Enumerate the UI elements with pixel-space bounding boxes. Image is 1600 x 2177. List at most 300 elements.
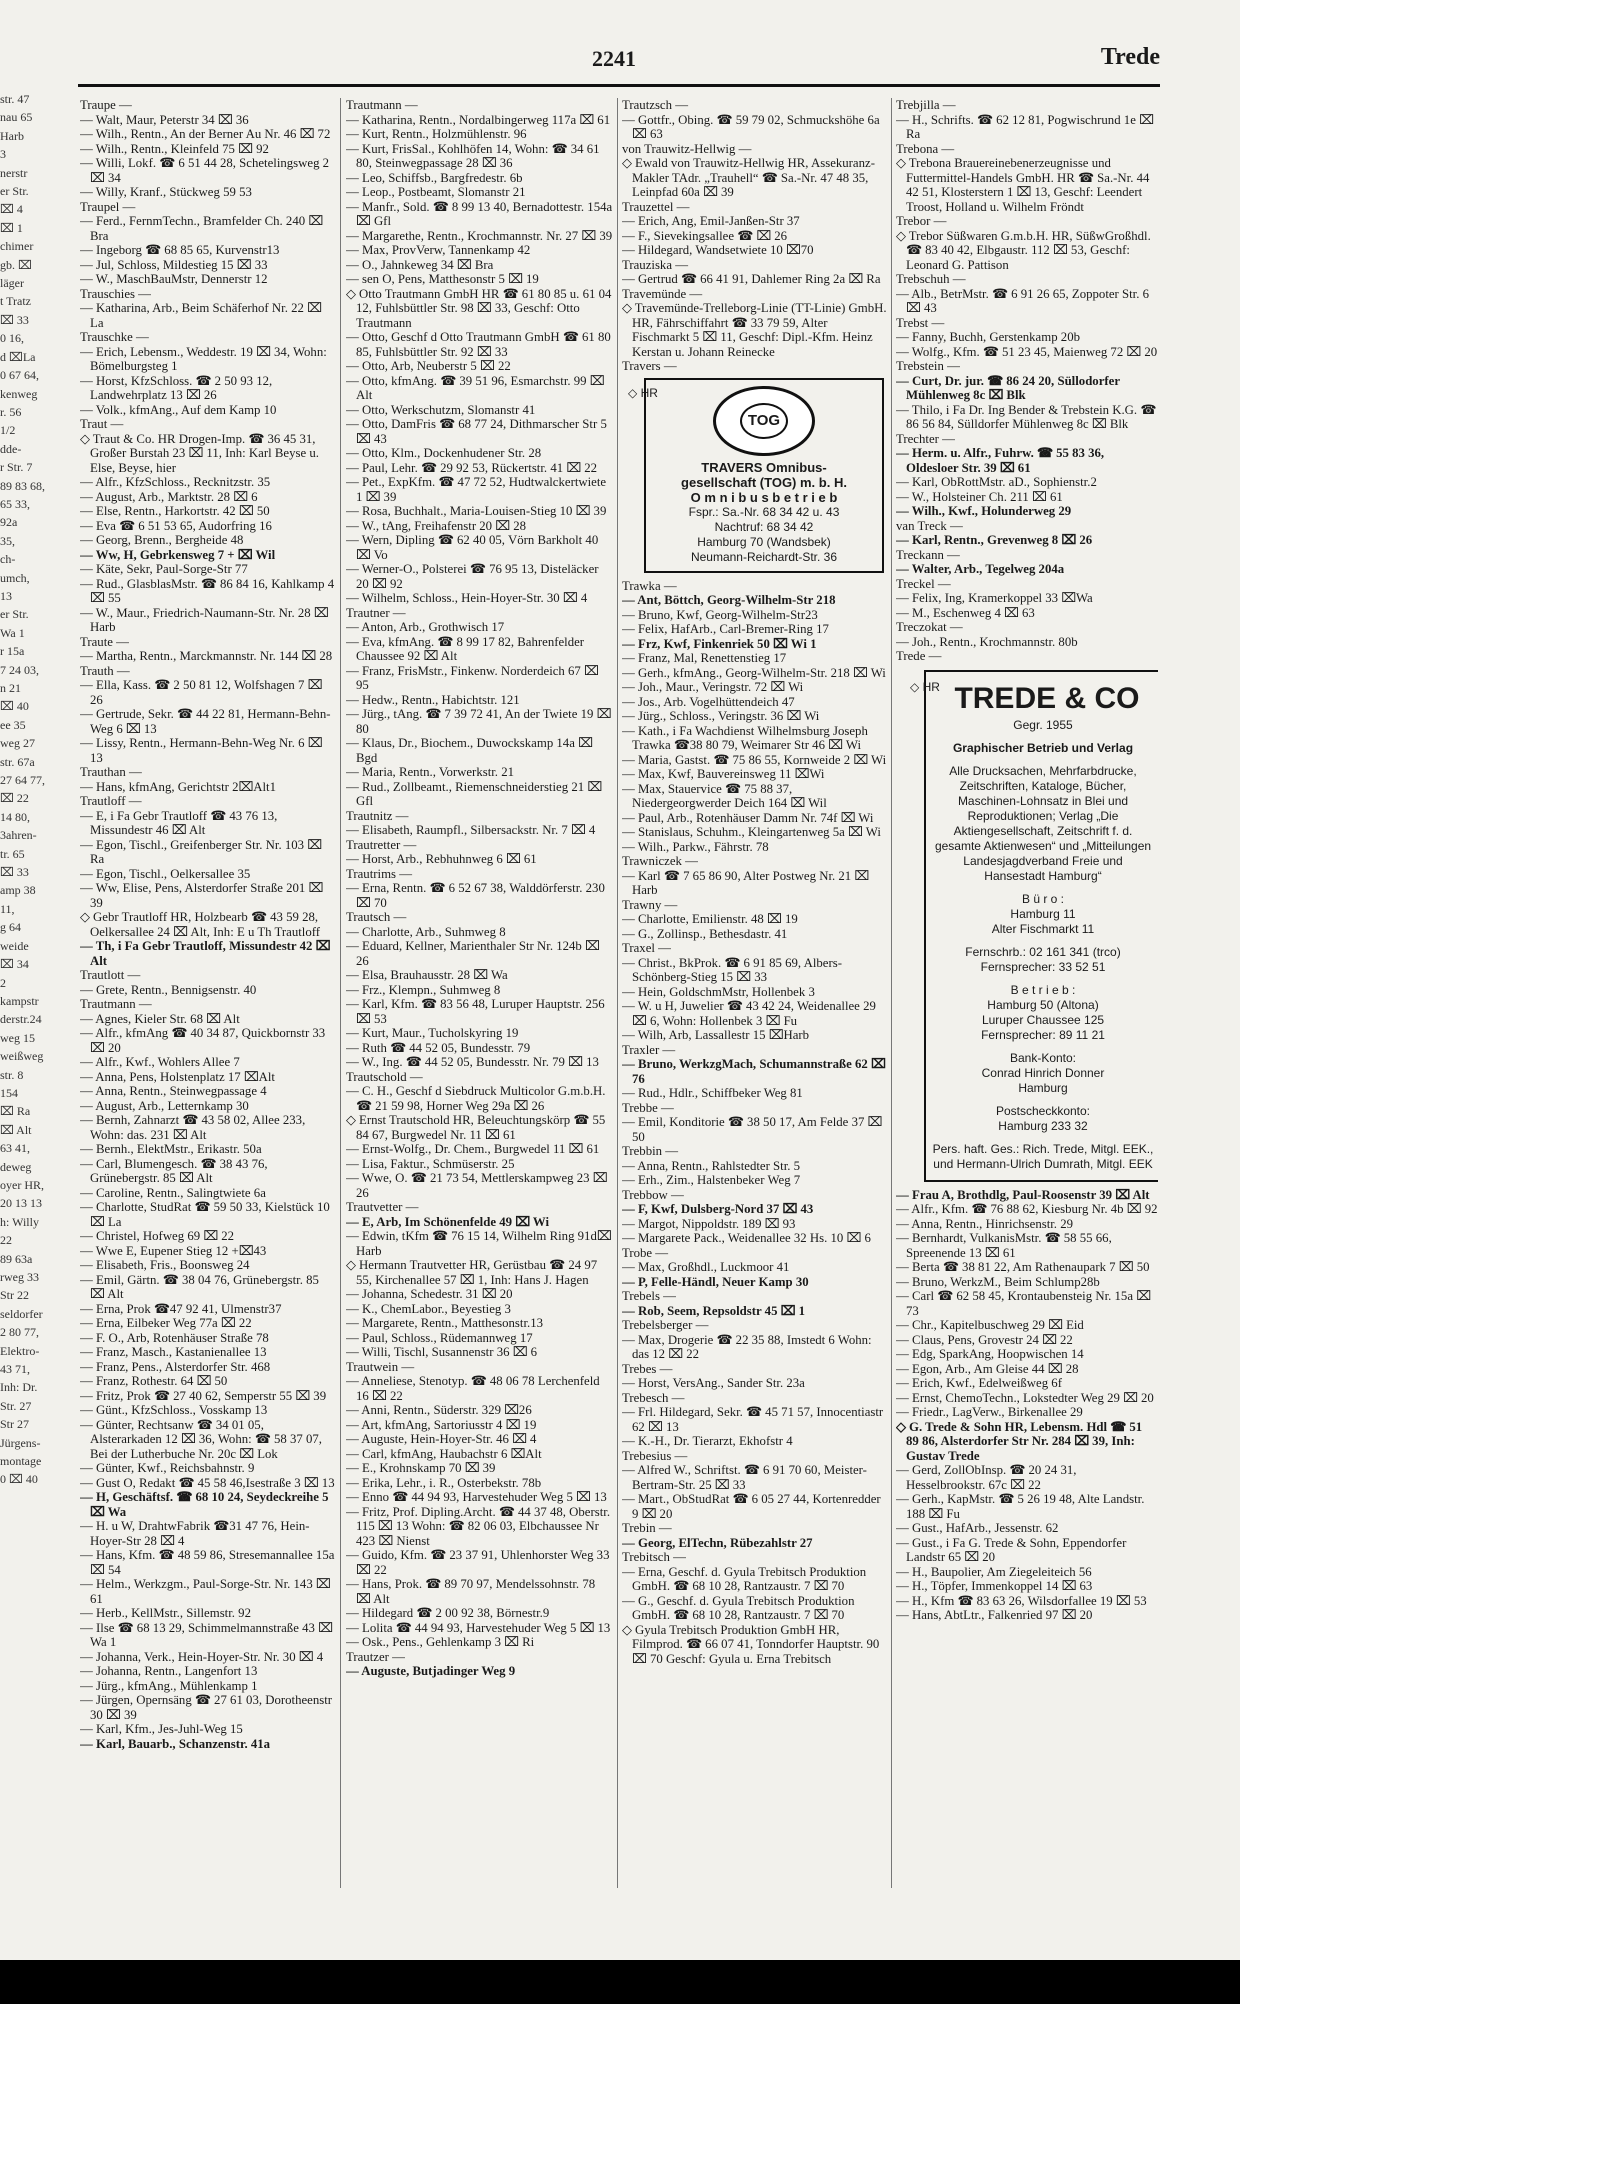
surname-heading: Treczokat — — [896, 620, 963, 634]
directory-entry: — F., Sievekingsallee ☎ ⌧ 26 — [622, 228, 788, 243]
directory-entry: — E, i Fa Gebr Trautloff ☎ 43 76 13, Missundestr 46 ⌧ Alt — [80, 808, 278, 837]
directory-entry: — Alfr., Kfm. ☎ 76 88 62, Kiesburg Nr. 4b ⌧ 92 — [896, 1202, 1158, 1216]
hr-marker: ◇ HR — [910, 679, 940, 694]
directory-entry: ◇ Gyula Trebitsch Produktion GmbH HR, Filmprod. ☎ 66 07 41, Tonndorfer Hauptstr. 90 ⌧ 70 Geschf: Gyula u. Erna Trebitsch — [622, 1622, 880, 1666]
directory-entry: — Rosa, Buchhalt., Maria-Louisen-Stieg 10 ⌧ 39 — [346, 504, 607, 518]
directory-entry: — Otto, Geschf d Otto Trautmann GmbH ☎ 61 80 85, Fuhlsbüttler Str. 92 ⌧ 33 — [346, 330, 611, 359]
edge-fragment: 0 ⌧ 40 — [0, 1472, 38, 1487]
surname-heading: Trautmann — — [346, 98, 418, 112]
bank-title: Bank-Konto: — [1009, 1050, 1077, 1065]
edge-fragment: 22 — [0, 1233, 12, 1248]
directory-entry: — Gertrude, Sekr. ☎ 44 22 81, Hermann-Behn-Weg 6 ⌧ 13 — [80, 707, 331, 736]
surname-heading: Traupe — — [80, 98, 132, 112]
directory-entry: ◇ Otto Trautmann GmbH HR ☎ 61 80 85 u. 61 04 12, Fuhlsbüttler Str. 98 ⌧ 33, Geschf: Otto Trautmann — [346, 286, 612, 330]
directory-entry: — Maria, Rentn., Vorwerkstr. 21 — [346, 765, 515, 779]
ad-line: Neumann-Reichardt-Str. 36 — [690, 549, 838, 564]
directory-entry: — Ilse ☎ 68 13 29, Schimmelmannstraße 43 ⌧ Wa 1 — [80, 1620, 333, 1649]
surname-heading: von Trauwitz-Hellwig — — [622, 141, 752, 156]
surname-heading: Trobe — — [622, 1245, 669, 1260]
directory-entry: — Anna, Pens, Holstenplatz 17 ⌧Alt — [80, 1069, 275, 1084]
directory-entry: — Paul, Schloss., Rüdemannweg 17 — [346, 1330, 533, 1345]
directory-entry: — Wwe E, Eupener Stieg 12 +⌧43 — [80, 1243, 267, 1258]
directory-entry: — Jürg., kfmAng., Mühlenkamp 1 — [80, 1678, 258, 1693]
directory-entry: — Agnes, Kieler Str. 68 ⌧ Alt — [80, 1011, 240, 1026]
directory-entry: — Walt, Maur, Peterstr 34 ⌧ 36 — [80, 112, 249, 127]
edge-fragment: ⌧ 33 — [0, 865, 29, 880]
edge-fragment: läger — [0, 276, 24, 291]
directory-entry: — H., Töpfer, Immenkoppel 14 ⌧ 63 — [896, 1579, 1093, 1593]
edge-fragment: 3 — [0, 147, 6, 162]
directory-entry: — Edg, SparkAng, Hoopwischen 14 — [896, 1347, 1084, 1361]
edge-fragment: weg 15 — [0, 1030, 35, 1045]
surname-heading: Trautrims — — [346, 866, 413, 881]
edge-fragment: 2 — [0, 975, 6, 990]
postal-title: Postscheckkonto: — [995, 1103, 1091, 1118]
edge-fragment: ⌧ 4 — [0, 202, 23, 217]
bank-line: Hamburg — [1018, 1080, 1068, 1095]
directory-entry: — Martha, Rentn., Marckmannstr. Nr. 144 ⌧ 28 — [80, 649, 333, 663]
directory-entry: — Th, i Fa Gebr Trautloff, Missundestr 42 ⌧ Alt — [80, 939, 331, 968]
directory-entry: — Joh., Maur., Veringstr. 72 ⌧ Wi — [622, 680, 804, 694]
directory-entry: — Otto, Werkschutzm, Slomanstr 41 — [346, 402, 536, 417]
directory-entry: — Hans, Prok. ☎ 89 70 97, Mendelssohnstr. 78 ⌧ Alt — [346, 1577, 596, 1606]
directory-entry: — Wilh, Arb, Lassallestr 15 ⌧Harb — [622, 1028, 810, 1042]
surname-heading: Trautlott — — [80, 968, 141, 982]
directory-entry: — Lolita ☎ 44 94 93, Harvestehuder Weg 5 ⌧ 13 — [346, 1620, 611, 1635]
directory-entry: — Gust., HafArb., Jessenstr. 62 — [896, 1521, 1059, 1535]
surname-heading: Trebst — — [896, 315, 945, 330]
edge-fragment: str. 8 — [0, 1067, 24, 1082]
directory-entry: — Margarete Pack., Weidenallee 32 Hs. 10 ⌧ 6 — [622, 1231, 871, 1245]
directory-entry: — Fritz, Prof. Dipling.Archt. ☎ 44 37 48, Oberstr. 115 ⌧ 13 Wohn: ☎ 82 06 03, Elbchaussee Nr 423 ⌧ Nienst — [346, 1504, 611, 1548]
surname-heading: Trebstein — — [896, 359, 960, 373]
directory-entry: — Wern, Dipling ☎ 62 40 05, Vörn Barkholt 40 ⌧ Vo — [346, 533, 599, 562]
partners: Pers. haft. Ges.: Rich. Trede, Mitgl. EEK., und Hermann-Ulrich Dumrath, Mitgl. EEK — [932, 1141, 1154, 1171]
edge-fragment: dde- — [0, 441, 22, 456]
directory-entry: — G., Geschf. d. Gyula Trebitsch Produktion GmbH. ☎ 68 10 28, Rantzaustr. 7 ⌧ 70 — [622, 1593, 855, 1622]
surname-heading: Trawka — — [622, 578, 677, 593]
directory-entry: — Pet., ExpKfm. ☎ 47 72 52, Hudtwalckertwiete 1 ⌧ 39 — [346, 475, 607, 504]
directory-entry: — Max, Kwf, Bauvereinsweg 11 ⌧Wi — [622, 767, 825, 781]
directory-entry: — Bernh, Zahnarzt ☎ 43 58 02, Allee 233, Wohn: das. 231 ⌧ Alt — [80, 1113, 306, 1142]
surname-heading: Trebjilla — — [896, 98, 956, 112]
directory-entry: — Gottfr., Obing. ☎ 59 79 02, Schmuckshöhe 6a ⌧ 63 — [622, 112, 880, 141]
directory-entry: — Wilh., Rentn., Kleinfeld 75 ⌧ 92 — [80, 141, 269, 156]
directory-entry: — Johanna, Verk., Hein-Hoyer-Str. Nr. 30 ⌧ 4 — [80, 1649, 324, 1664]
directory-entry: — E., Krohnskamp 70 ⌧ 39 — [346, 1461, 496, 1475]
edge-fragment: 14 80, — [0, 809, 30, 824]
edge-fragment: amp 38 — [0, 883, 36, 898]
directory-entry: — W. u H, Juwelier ☎ 43 42 24, Weidenallee 29 ⌧ 6, Wohn: Hollenbek 3 ⌧ Fu — [622, 999, 876, 1028]
edge-fragment: 27 64 77, — [0, 773, 45, 788]
directory-entry: — Volk., kfmAng., Auf dem Kamp 10 — [80, 402, 277, 417]
edge-fragment: kenweg — [0, 386, 38, 401]
directory-entry: — M., Eschenweg 4 ⌧ 63 — [896, 605, 1035, 620]
description: Alle Drucksachen, Mehrfarbdrucke, Zeitschriften, Kataloge, Bücher, Maschinen-Lohnsatz in Blei und Reproduktionen; Verlag „Die Aktiengesellschaft, Zeitschrift f. d. gesamte Aktienwesen“ und „Mitteilungen Landesjagdverband Freie und Hansestadt Hamburg“ — [934, 763, 1152, 883]
directory-entry: — Anni, Rentn., Süderstr. 329 ⌧26 — [346, 1403, 532, 1417]
directory-entry: — Johanna, Rentn., Langenfort 13 — [80, 1664, 258, 1678]
surname-heading: Trauziska — — [622, 257, 688, 272]
directory-entry: — Herm. u. Alfr., Fuhrw. ☎ 55 83 36, Oldesloer Str. 39 ⌧ 61 — [896, 446, 1105, 475]
directory-entry: — Hans, Kfm. ☎ 48 59 86, Stresemannallee 15a ⌧ 54 — [80, 1548, 335, 1577]
bank-line: Conrad Hinrich Donner — [981, 1065, 1105, 1080]
directory-entry: — Margarethe, Rentn., Krochmannstr. Nr. 27 ⌧ 39 — [346, 228, 613, 243]
edge-fragment: r Str. 7 — [0, 460, 33, 475]
directory-entry: — Otto, Arb, Neuberstr 5 ⌧ 22 — [346, 359, 511, 373]
directory-entry: — Karl, Kfm., Jes-Juhl-Weg 15 — [80, 1722, 243, 1736]
directory-entry: — Wolfg., Kfm. ☎ 51 23 45, Maienweg 72 ⌧ 20 — [896, 344, 1158, 359]
directory-entry: — Gust., i Fa G. Trede & Sohn, Eppendorfer Landstr 65 ⌧ 20 — [896, 1535, 1127, 1564]
directory-entry: ◇ Trebona Brauereinebenerzeugnisse und Futtermittel-Handels GmbH. HR ☎ Sa.-Nr. 44 42 51, Klosterstern 1 ⌧ 13, Geschf: Leendert Troost, Holland u. Wilhelm Fröndt — [896, 156, 1150, 214]
surname-heading: Traxel — — [622, 941, 671, 955]
directory-entry: — Carl, Blumengesch. ☎ 38 43 76, Grünebergstr. 85 ⌧ Alt — [80, 1156, 268, 1185]
directory-entry: — Alfr., kfmAng ☎ 40 34 87, Quickbornstr 33 ⌧ 20 — [80, 1026, 326, 1055]
directory-entry: — Bruno, WerkzgMach, Schumannstraße 62 ⌧ 76 — [622, 1057, 886, 1086]
directory-entry: — H., Baupolier, Am Ziegeleiteich 56 — [896, 1564, 1092, 1579]
edge-fragment: montage — [0, 1454, 42, 1469]
directory-entry: — Paul, Arb., Rotenhäuser Damm Nr. 74f ⌧ Wi — [622, 810, 874, 825]
directory-entry: — Erich, Lebensm., Weddestr. 19 ⌧ 34, Wohn: Bömelburgsteg 1 — [80, 344, 327, 373]
directory-entry: — Walter, Arb., Tegelweg 204a — [896, 562, 1065, 576]
phone: Fernsprecher: 33 52 51 — [980, 959, 1106, 974]
directory-entry: — Hein, GoldschmMstr, Hollenbek 3 — [622, 984, 815, 999]
directory-entry: — Egon, Arb., Am Gleise 44 ⌧ 28 — [896, 1361, 1079, 1376]
edge-fragment: ⌧ 33 — [0, 312, 29, 327]
edge-fragment: ⌧ Alt — [0, 1122, 32, 1137]
directory-entry: — Ernst, ChemoTechn., Lokstedter Weg 29 ⌧ 20 — [896, 1390, 1154, 1405]
edge-fragment: er Str. — [0, 184, 29, 199]
edge-fragment: 7 24 03, — [0, 662, 39, 677]
directory-entry: — Lissy, Rentn., Hermann-Behn-Weg Nr. 6 ⌧ 13 — [80, 736, 323, 765]
edge-fragment: 20 13 13 — [0, 1196, 42, 1211]
edge-fragment: ch- — [0, 552, 16, 567]
directory-entry: — Carl ☎ 62 58 45, Krontaubensteig Nr. 15a ⌧ 73 — [896, 1289, 1151, 1318]
directory-entry: ◇ Ernst Trautschold HR, Beleuchtungskörp ☎ 55 84 67, Burgwedel Nr. 11 ⌧ 61 — [346, 1113, 606, 1142]
directory-entry: — Margarete, Rentn., Matthesonstr.13 — [346, 1316, 544, 1330]
edge-fragment: weide — [0, 938, 29, 953]
directory-entry: — Frau A, Brothdlg, Paul-Roosenstr 39 ⌧ Alt — [896, 1187, 1150, 1202]
surname-heading: Trauschies — — [80, 286, 151, 301]
directory-entry: — Katharina, Rentn., Nordalbingerweg 117a ⌧ 61 — [346, 112, 611, 127]
surname-heading: Trebels — — [622, 1289, 676, 1303]
directory-entry: — W., MaschBauMstr, Dennerstr 12 — [80, 272, 268, 286]
directory-entry: — Max, Drogerie ☎ 22 35 88, Imstedt 6 Wohn: das 12 ⌧ 22 — [622, 1332, 872, 1361]
directory-entry: — Wilhelm, Schloss., Hein-Hoyer-Str. 30 ⌧ 4 — [346, 591, 588, 605]
postal-line: Hamburg 233 32 — [998, 1118, 1088, 1133]
directory-entry: — Elisabeth, Fris., Boonsweg 24 — [80, 1258, 250, 1272]
directory-entry: — F, Kwf, Dulsberg-Nord 37 ⌧ 43 — [622, 1202, 814, 1216]
surname-heading: Trautmann — — [80, 997, 152, 1011]
edge-fragment: n 21 — [0, 681, 21, 695]
column-divider — [617, 98, 618, 1888]
edge-fragment: gb. ⌧ — [0, 257, 32, 272]
directory-entry: — Ella, Kass. ☎ 2 50 81 12, Wolfshagen 7 ⌧ 26 — [80, 678, 323, 707]
edge-fragment: er Str. — [0, 607, 29, 622]
surname-heading: Trebor — — [896, 214, 947, 228]
edge-fragment: d ⌧La — [0, 349, 36, 364]
directory-entry: — Anna, Rentn., Rahlstedter Str. 5 — [622, 1158, 801, 1173]
directory-entry: — Caroline, Rentn., Salingtwiete 6a — [80, 1185, 266, 1200]
directory-entry: — Georg, Brenn., Bergheide 48 — [80, 533, 244, 547]
directory-entry: — Auguste, Butjadinger Weg 9 — [346, 1664, 516, 1678]
directory-entry: — Erna, Rentn. ☎ 6 52 67 38, Walddörferstr. 230 ⌧ 70 — [346, 881, 605, 910]
plant-line: Fernsprecher: 89 11 21 — [981, 1027, 1105, 1042]
directory-entry: — Enno ☎ 44 94 93, Harvestehuder Weg 5 ⌧ 13 — [346, 1490, 607, 1504]
directory-entry: — Horst, VersAng., Sander Str. 23a — [622, 1376, 805, 1390]
directory-entry: — Jürg., Schloss., Veringstr. 36 ⌧ Wi — [622, 709, 820, 723]
directory-entry: — Maria, Gastst. ☎ 75 86 55, Kornweide 2 ⌧ Wi — [622, 752, 887, 767]
trede-advertisement — [910, 670, 1158, 1182]
telex: Fernschrb.: 02 161 341 (trco) — [965, 944, 1121, 959]
directory-entry: — Klaus, Dr., Biochem., Duwockskamp 14a ⌧ Bgd — [346, 736, 593, 765]
directory-entry: — P, Felle-Händl, Neuer Kamp 30 — [622, 1274, 809, 1289]
directory-entry: — Mart., ObStudRat ☎ 6 05 27 44, Kortenredder 9 ⌧ 20 — [622, 1492, 881, 1521]
surname-heading: Trechter — — [896, 431, 955, 446]
directory-entry: — Lisa, Faktur., Schmüserstr. 25 — [346, 1156, 515, 1171]
edge-fragment: r 15a — [0, 644, 25, 659]
directory-entry: — Anna, Rentn., Hinrichsenstr. 29 — [896, 1216, 1074, 1231]
edge-fragment: Inh: Dr. — [0, 1380, 38, 1395]
directory-entry: ◇ Gebr Trautloff HR, Holzbearb ☎ 43 59 28, Oelkersallee 24 ⌧ Alt, Inh: E u Th Trautloff — [80, 910, 321, 939]
edge-fragment: seldorfer — [0, 1306, 43, 1321]
directory-entry: — Eduard, Kellner, Marienthaler Str Nr. 124b ⌧ 26 — [346, 939, 600, 968]
directory-entry: — Kurt, Maur., Tucholskyring 19 — [346, 1026, 519, 1040]
directory-entry: — Max, Stauervice ☎ 75 88 37, Niedergeorgwerder Deich 164 ⌧ Wil — [622, 781, 827, 810]
directory-entry: — Jürg., tAng. ☎ 7 39 72 41, An der Twiete 19 ⌧ 80 — [346, 707, 612, 736]
surname-heading: Trautsch — — [346, 910, 407, 924]
surname-heading: Trauzettel — — [622, 199, 690, 214]
directory-entry: — Berta ☎ 38 81 22, Am Rathenaupark 7 ⌧ 50 — [896, 1260, 1150, 1274]
edge-fragment: weg 27 — [0, 736, 35, 751]
surname-heading: Traupel — — [80, 199, 136, 214]
directory-entry: — Alfr., KfzSchloss., Recknitzstr. 35 — [80, 475, 271, 489]
ad-line: O m n i b u s b e t r i e b — [690, 489, 838, 505]
directory-entry: — Wilh., Kwf., Holunderweg 29 — [896, 504, 1072, 518]
surname-heading: Trebin — — [622, 1521, 672, 1535]
edge-fragment: 43 71, — [0, 1362, 30, 1377]
edge-fragment: 89 83 68, — [0, 478, 45, 493]
directory-entry: — Otto, DamFris ☎ 68 77 24, Dithmarscher Str 5 ⌧ 43 — [346, 417, 607, 446]
directory-entry: — sen O, Pens, Matthesonstr 5 ⌧ 19 — [346, 272, 539, 286]
directory-entry: — Frz, Kwf, Finkenriek 50 ⌧ Wi 1 — [622, 636, 817, 651]
directory-entry: — Anton, Arb., Grothwisch 17 — [346, 620, 505, 634]
edge-fragment: 35, — [0, 533, 15, 548]
surname-heading: Trautwein — — [346, 1359, 415, 1374]
directory-entry: — Wwe, O. ☎ 21 73 54, Mettlerskampweg 23 ⌧ 26 — [346, 1171, 608, 1200]
directory-entry: — Eva, kfmAng. ☎ 8 99 17 82, Bahrenfelder Chaussee 92 ⌧ Alt — [346, 634, 585, 663]
edge-fragment: 154 — [0, 1085, 18, 1100]
directory-entry: — August, Arb., Letternkamp 30 — [80, 1098, 249, 1113]
directory-entry: — Kurt, FrisSal., Kohlhöfen 14, Wohn: ☎ 34 61 80, Steinwegpassage 28 ⌧ 36 — [346, 141, 600, 170]
directory-entry: — Erich, Kwf., Edelweißweg 6f — [896, 1376, 1062, 1390]
directory-entry: — Käte, Sekr, Paul-Sorge-Str 77 — [80, 562, 248, 576]
directory-entry: — H. u W, DrahtwFabrik ☎31 47 76, Hein-Hoyer-Str 28 ⌧ 4 — [80, 1519, 310, 1548]
directory-entry: — Hedw., Rentn., Habichtstr. 121 — [346, 692, 520, 707]
column-3 — [622, 98, 888, 1898]
directory-entry: — Hildegard ☎ 2 00 92 38, Börnestr.9 — [346, 1606, 550, 1620]
edge-fragment: nau 65 — [0, 110, 33, 125]
edge-fragment: ⌧ 34 — [0, 957, 29, 972]
surname-heading: Travers — — [622, 359, 677, 373]
directory-entry: — Felix, HafArb., Carl-Bremer-Ring 17 — [622, 622, 829, 636]
column-divider — [891, 98, 892, 1888]
surname-heading: Trautnitz — — [346, 808, 409, 823]
surname-heading: Trauth — — [80, 663, 130, 678]
ad-line: TRAVERS Omnibus- — [701, 459, 827, 475]
directory-entry: — Erna, Eilbeker Weg 77a ⌧ 22 — [80, 1316, 252, 1330]
directory-entry: — Carl, kfmAng, Haubachstr 6 ⌧Alt — [346, 1446, 542, 1461]
directory-entry: — Franz, Mal, Renettenstieg 17 — [622, 651, 787, 665]
surname-heading: Trautzsch — — [622, 98, 688, 112]
directory-entry: — Hildegard, Wandsetwiete 10 ⌧70 — [622, 243, 814, 257]
edge-fragment: Str. 27 — [0, 1398, 32, 1413]
surname-heading: Trebesius — — [622, 1448, 688, 1463]
directory-entry: — Curt, Dr. jur. ☎ 86 24 20, Süllodorfer Mühlenweg 8c ⌧ Blk — [896, 373, 1120, 402]
edge-fragment: Str 27 — [0, 1417, 30, 1432]
edge-fragment: 89 63a — [0, 1251, 33, 1266]
directory-entry: — Wilh., Rentn., An der Berner Au Nr. 46 ⌧ 72 — [80, 127, 331, 141]
edge-fragment: str. 67a — [0, 754, 35, 769]
directory-entry: — Charlotte, Arb., Suhmweg 8 — [346, 924, 506, 939]
directory-entry: — Franz, FrisMstr., Finkenw. Norderdeich 67 ⌧ 95 — [346, 663, 599, 692]
directory-entry: — Elisabeth, Raumpfl., Silbersackstr. Nr. 7 ⌧ 4 — [346, 823, 596, 837]
directory-entry: ◇ Traut & Co. HR Drogen-Imp. ☎ 36 45 31, Großer Burstah 23 ⌧ 11, Inh: Karl Beyse u. Else, Beyse, hier — [80, 431, 319, 475]
directory-entry: — August, Arb., Marktstr. 28 ⌧ 6 — [80, 489, 258, 504]
directory-entry: — Grete, Rentn., Bennigsenstr. 40 — [80, 982, 257, 997]
directory-entry: — Rob, Seem, Repsoldstr 45 ⌧ 1 — [622, 1303, 806, 1318]
directory-entry: — Emil, Gärtn. ☎ 38 04 76, Grünebergstr. 85 ⌧ Alt — [80, 1272, 319, 1301]
page-header — [80, 38, 1160, 88]
directory-entry: ◇ Ewald von Trauwitz-Hellwig HR, Assekuranz-Makler TAdr. „Trauhell“ ☎ Sa.-Nr. 47 48 35, Leinpfad 60a ⌧ 39 — [622, 156, 875, 199]
directory-entry: — Franz, Rothestr. 64 ⌧ 50 — [80, 1374, 228, 1388]
edge-fragment: ⌧ 22 — [0, 791, 29, 806]
directory-entry: — Wilh., Parkw., Fährstr. 78 — [622, 839, 769, 854]
directory-entry: — Egon, Tischl., Greifenberger Str. Nr. 103 ⌧ Ra — [80, 837, 322, 866]
edge-fragment: kampstr — [0, 993, 39, 1008]
directory-entry: — Auguste, Hein-Hoyer-Str. 46 ⌧ 4 — [346, 1432, 537, 1446]
directory-entry: — Kath., i Fa Wachdienst Wilhelmsburg Joseph Trawka ☎38 80 79, Weimarer Str 46 ⌧ Wi — [622, 723, 868, 752]
edge-fragment: tr. 65 — [0, 846, 25, 861]
directory-entry: — E, Arb, Im Schönenfelde 49 ⌧ Wi — [346, 1214, 550, 1229]
directory-entry: — Rud., GlasblasMstr. ☎ 86 84 16, Kahlkamp 4 ⌧ 55 — [80, 576, 335, 605]
directory-entry: — Max, ProvVerw, Tannenkamp 42 — [346, 243, 531, 257]
directory-entry: — Ernst-Wolfg., Dr. Chem., Burgwedel 11 ⌧ 61 — [346, 1142, 600, 1156]
directory-entry: — Herb., KellMstr., Sillemstr. 92 — [80, 1606, 251, 1620]
directory-entry: — Rud., Zollbeamt., Riemenschneiderstieg 21 ⌧ Gfl — [346, 779, 603, 808]
column-1 — [80, 98, 335, 1898]
edge-fragment: 3ahren- — [0, 828, 37, 843]
edge-fragment: 2 80 77, — [0, 1325, 39, 1340]
edge-fragment: derstr.24 — [0, 1012, 42, 1027]
surname-heading: Trautvetter — — [346, 1200, 419, 1214]
directory-entry: — Bruno, WerkzM., Beim Schlump28b — [896, 1274, 1100, 1289]
directory-entry: — Ingeborg ☎ 68 85 65, Kurvenstr13 — [80, 243, 280, 257]
surname-heading: Travemünde — — [622, 286, 703, 301]
directory-entry: — Alfred W., Schriftst. ☎ 6 91 70 60, Meister-Bertram-Str. 25 ⌧ 33 — [622, 1463, 867, 1492]
directory-entry: — Georg, ElTechn, Rübezahlstr 27 — [622, 1535, 813, 1550]
directory-entry: — Jos., Arb. Vogelhüttendeich 47 — [622, 694, 795, 709]
edge-fragment: 0 16, — [0, 331, 24, 346]
directory-entry: — Jul, Schloss, Mildestieg 15 ⌧ 33 — [80, 257, 268, 272]
directory-entry: — Paul, Lehr. ☎ 29 92 53, Rückertstr. 41 ⌧ 22 — [346, 460, 598, 475]
edge-fragment: 65 33, — [0, 496, 30, 511]
directory-entry: ◇ Trebor Süßwaren G.m.b.H. HR, SüßwGroßhdl. ☎ 83 40 42, Elbgaustr. 112 ⌧ 53, Geschf: Leonard G. Pattison — [896, 228, 1151, 272]
surname-heading: Trautzer — — [346, 1649, 405, 1664]
surname-heading: Trauthan — — [80, 765, 142, 779]
surname-heading: van Treck — — [896, 518, 963, 533]
surname-heading: Treckann — — [896, 547, 960, 562]
directory-entry: — Günter, Rechtsanw ☎ 34 01 05, Alsterarkaden 12 ⌧ 36, Wohn: ☎ 58 37 07, Bei der Lutherbuche Nr. 20c ⌧ Lok — [80, 1417, 323, 1461]
directory-entry: — Ferd., FernmTechn., Bramfelder Ch. 240 ⌧ Bra — [80, 214, 324, 243]
directory-entry: — Horst, Arb., Rebhuhnweg 6 ⌧ 61 — [346, 852, 537, 866]
directory-entry: — Gerd, ZollObInsp. ☎ 20 24 31, Hesselbrookstr. 67c ⌧ 22 — [896, 1463, 1077, 1492]
directory-entry: — K., ChemLabor., Beyestieg 3 — [346, 1301, 511, 1316]
column-divider — [340, 98, 341, 1888]
directory-entry: — Leo, Schiffsb., Bargfredestr. 6b — [346, 170, 523, 185]
surname-heading: Trebitsch — — [622, 1550, 686, 1564]
ad-line: Fspr.: Sa.-Nr. 68 34 42 u. 43 — [688, 504, 840, 519]
edge-fragment: 92a — [0, 515, 18, 530]
directory-entry: — Art, kfmAng, Sartoriusstr 4 ⌧ 19 — [346, 1417, 537, 1432]
directory-entry: — Charlotte, Emilienstr. 48 ⌧ 19 — [622, 912, 798, 926]
surname-heading: Trebschuh — — [896, 272, 966, 286]
ad-line: Nachtruf: 68 34 42 — [714, 519, 814, 534]
ad-line: Hamburg 70 (Wandsbek) — [697, 534, 831, 549]
edge-fragment: deweg — [0, 1159, 32, 1174]
directory-entry: — Otto, kfmAng. ☎ 39 51 96, Esmarchstr. 99 ⌧ Alt — [346, 373, 605, 402]
directory-entry: — Gust O, Redakt ☎ 45 58 46,Isestraße 3 ⌧ 13 — [80, 1475, 335, 1490]
directory-entry: — H, Geschäftsf. ☎ 68 10 24, Seydeckreihe 5 ⌧ Wa — [80, 1490, 329, 1519]
directory-entry: — Frl. Hildegard, Sekr. ☎ 45 71 57, Innocentiastr 62 ⌧ 13 — [622, 1405, 884, 1434]
tog-logo-text: TOG — [740, 403, 788, 439]
previous-page-edge — [0, 90, 48, 1900]
edge-fragment: 63 41, — [0, 1141, 30, 1156]
directory-entry: — Guido, Kfm. ☎ 23 37 91, Uhlenhorster Weg 33 ⌧ 22 — [346, 1548, 610, 1577]
directory-entry: — Edwin, tKfm ☎ 76 15 14, Wilhelm Ring 91d⌧ Harb — [346, 1229, 612, 1258]
directory-entry: — Claus, Pens, Grovestr 24 ⌧ 22 — [896, 1332, 1073, 1347]
directory-entry: — Else, Rentn., Harkortstr. 42 ⌧ 50 — [80, 504, 270, 518]
tagline: Graphischer Betrieb und Verlag — [952, 740, 1134, 755]
directory-entry: — C. H., Geschf d Siebdruck Multicolor G.m.b.H. ☎ 21 59 98, Horner Weg 29a ⌧ 26 — [346, 1084, 606, 1113]
directory-entry: ◇ G. Trede & Sohn HR, Lebensm. Hdl ☎ 51 89 86, Alsterdorfer Str Nr. 284 ⌧ 39, Inh: Gustav Trede — [896, 1419, 1143, 1463]
office-title: B ü r o : — [1021, 891, 1065, 906]
directory-entry: — Karl ☎ 7 65 86 90, Alter Postweg Nr. 21 ⌧ Harb — [622, 868, 870, 897]
directory-entry: — Gerh., KapMstr. ☎ 5 26 19 48, Alte Landstr. 188 ⌧ Fu — [896, 1492, 1145, 1521]
directory-entry: — Emil, Konditorie ☎ 38 50 17, Am Felde 37 ⌧ 50 — [622, 1115, 883, 1144]
directory-entry: — H., Schrifts. ☎ 62 12 81, Pogwischrund 1e ⌧ Ra — [896, 112, 1154, 141]
directory-entry: — Willy, Kranf., Stückweg 59 53 — [80, 185, 252, 199]
edge-fragment: oyer HR, — [0, 1177, 44, 1192]
surname-heading: Traute — — [80, 634, 129, 649]
directory-entry: — Günt., KfzSchloss., Vosskamp 13 — [80, 1403, 268, 1417]
directory-entry: — Gertrud ☎ 66 41 91, Dahlemer Ring 2a ⌧ Ra — [622, 272, 881, 286]
header-rule — [78, 84, 1160, 87]
edge-fragment: Elektro- — [0, 1343, 40, 1358]
directory-entry: — Frz., Klempn., Suhmweg 8 — [346, 982, 501, 997]
edge-fragment: Harb — [0, 128, 24, 143]
hr-marker: ◇ HR — [628, 385, 658, 400]
founded: Gegr. 1955 — [1013, 717, 1073, 732]
page-number: 2241 — [592, 46, 636, 71]
directory-entry: — Charlotte, StudRat ☎ 59 50 33, Kielstück 10 ⌧ La — [80, 1200, 330, 1229]
directory-entry: — Elsa, Brauhausstr. 28 ⌧ Wa — [346, 968, 508, 982]
plant-line: Hamburg 50 (Altona) — [987, 997, 1099, 1012]
directory-entry: — W., Maur., Friedrich-Naumann-Str. Nr. 28 ⌧ Harb — [80, 605, 329, 634]
directory-entry: — Karl, Rentn., Grevenweg 8 ⌧ 26 — [896, 533, 1093, 547]
surname-heading: Trebbin — — [622, 1144, 679, 1158]
directory-entry: — Egon, Tischl., Oelkersallee 35 — [80, 866, 251, 881]
directory-entry: — Alb., BetrMstr. ☎ 6 91 26 65, Zoppoter Str. 6 ⌧ 43 — [896, 286, 1150, 315]
